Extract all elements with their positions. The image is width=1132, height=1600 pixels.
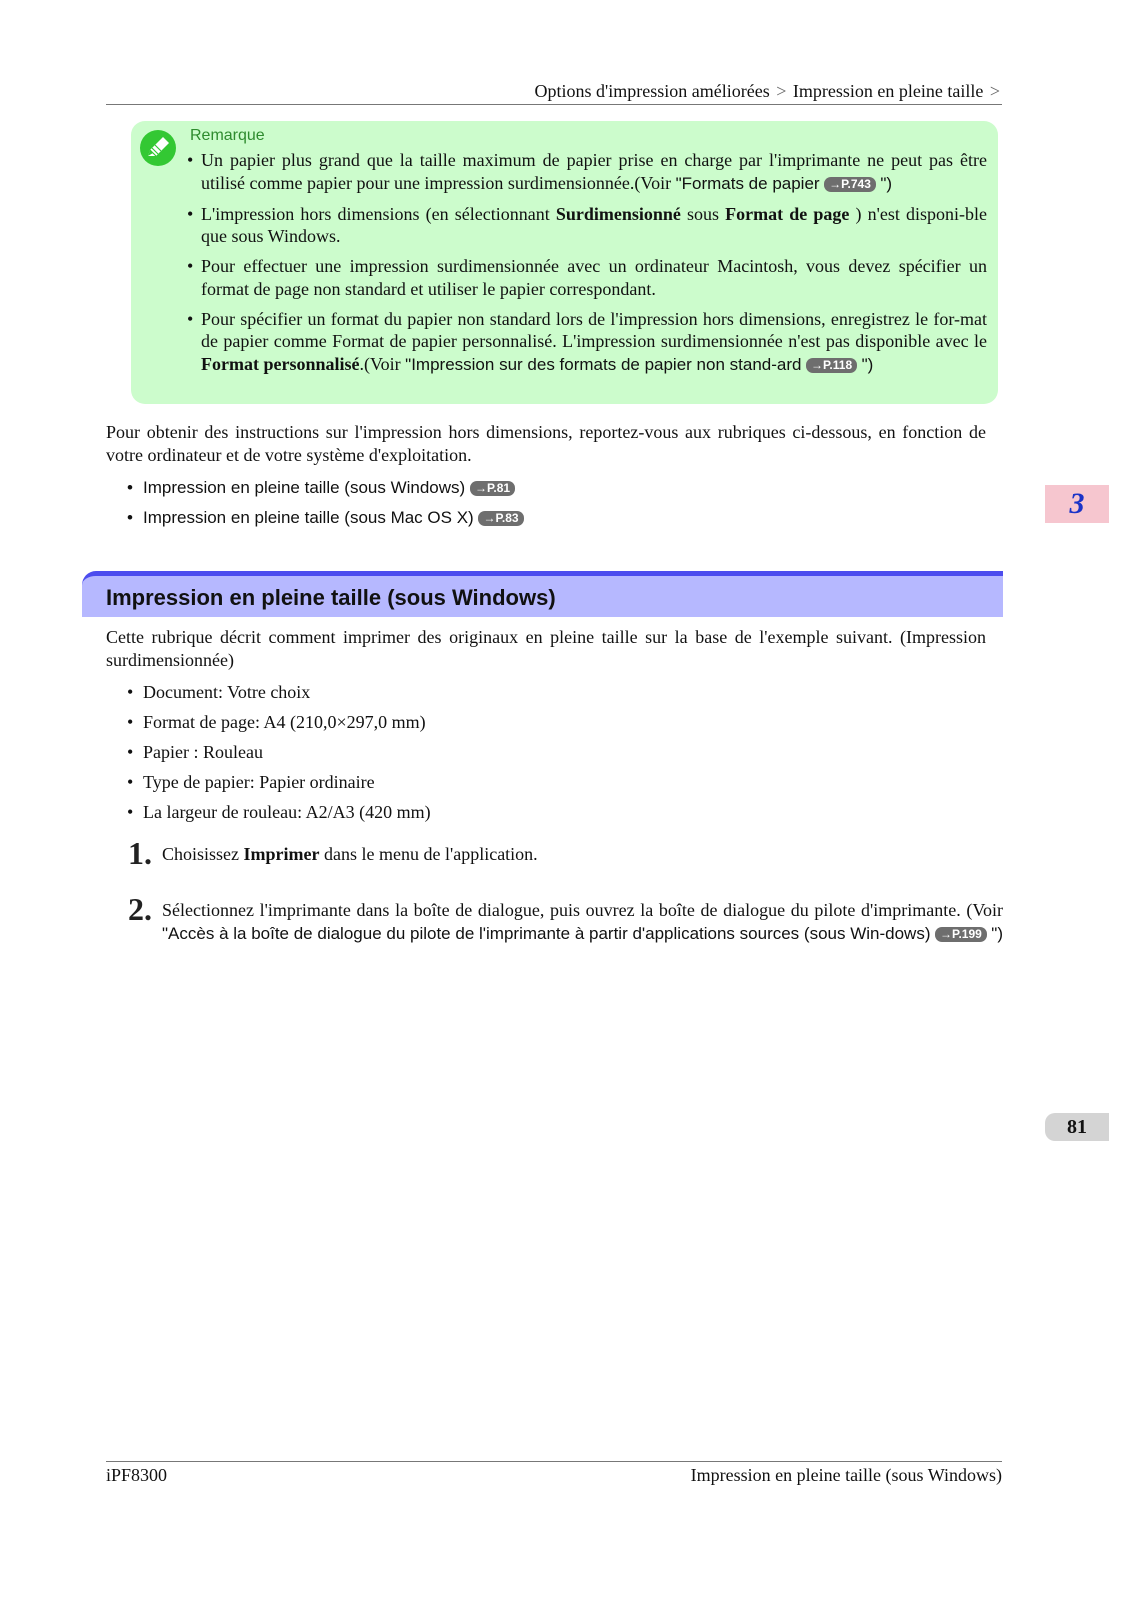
link-item[interactable]: • Impression en pleine taille (sous Windows) →P.81 xyxy=(143,477,524,507)
step-number: 1. xyxy=(128,835,152,871)
list-item: • Pour effectuer une impression surdimensionnée avec un ordinateur Macintosh, vous devez spécifier un format de page non standard et utiliser le papier correspondant. xyxy=(201,255,987,300)
note-box xyxy=(131,121,998,404)
step-text: Choisissez Imprimer dans le menu de l'application. xyxy=(162,844,538,864)
list-item: • Pour spécifier un format du papier non standard lors de l'impression hors dimensions, enregistrez le for-mat de papier comme Format de papier personnalisé. L'impression surdimensionnée n'est pas disponible avec le Format personnalisé.(Voir "Impression sur des formats de papier non stand-ard →P.118 ") xyxy=(201,308,987,377)
example-list xyxy=(143,681,431,831)
list-item: • Format de page: A4 (210,0×297,0 mm) xyxy=(143,711,431,741)
list-item: • La largeur de rouleau: A2/A3 (420 mm) xyxy=(143,801,431,831)
page-header xyxy=(106,80,1002,105)
footer-title: Impression en pleine taille (sous Windows) xyxy=(690,1465,1002,1485)
page-footer xyxy=(106,1461,1002,1485)
section-intro: Cette rubrique décrit comment imprimer des originaux en pleine taille sur la base de l'exemple suivant. (Impression surdimensionnée) xyxy=(106,627,986,670)
page-ref-badge[interactable]: →P.118 xyxy=(806,358,857,373)
list-item: • Un papier plus grand que la taille maximum de papier prise en charge par l'imprimante ne peut pas être utilisé comme papier pour une impression surdimensionnée.(Voir "Formats de papier →P.743 ") xyxy=(201,149,987,195)
topic-links xyxy=(143,477,524,537)
breadcrumb-chapter[interactable]: Options d'impression améliorées xyxy=(534,81,770,101)
page-number-tab: 81 xyxy=(1045,1113,1109,1141)
breadcrumb-separator: > xyxy=(776,81,787,101)
footer-model: iPF8300 xyxy=(106,1465,168,1485)
link-item[interactable]: • Impression en pleine taille (sous Mac OS X) →P.83 xyxy=(143,507,524,537)
list-item: • Document: Votre choix xyxy=(143,681,431,711)
breadcrumb-section[interactable]: Impression en pleine taille xyxy=(792,81,984,101)
link-formats-de-papier[interactable]: Formats de papier xyxy=(681,173,820,193)
list-item: • Type de papier: Papier ordinaire xyxy=(143,771,431,801)
list-item: • L'impression hors dimensions (en sélectionnant Surdimensionné sous Format de page ) n'est disponi-ble que sous Windows. xyxy=(201,203,987,248)
intro-paragraph: Pour obtenir des instructions sur l'impression hors dimensions, reportez-vous aux rubriques ci-dessous, en fonction de votre ordinateur et de votre système d'exploitation. xyxy=(106,422,986,465)
section-heading xyxy=(82,571,1003,617)
step-number: 2. xyxy=(128,891,152,927)
page-ref-badge[interactable]: →P.199 xyxy=(935,927,987,942)
page-ref-badge[interactable]: →P.83 xyxy=(478,511,523,526)
list-item: • Papier : Rouleau xyxy=(143,741,431,771)
section-title: Impression en pleine taille (sous Windows) xyxy=(106,585,556,610)
step-text: Sélectionnez l'imprimante dans la boîte de dialogue, puis ouvrez la boîte de dialogue du pilote d'imprimante. (Voir "Accès à la boîte de dialogue du pilote de l'imprimante à partir d'applications sources (sous Win-dows) →P.199 ") xyxy=(162,900,1003,943)
note-title: Remarque xyxy=(190,127,265,144)
chapter-tab[interactable]: 3 xyxy=(1045,485,1109,523)
pencil-note-icon xyxy=(139,129,177,167)
link-formats-non-standard[interactable]: Impression sur des formats de papier non stand-ard xyxy=(411,354,802,374)
breadcrumb-separator: > xyxy=(989,81,1000,101)
page-ref-badge[interactable]: →P.743 xyxy=(824,177,876,192)
link-driver-dialog[interactable]: Accès à la boîte de dialogue du pilote de l'imprimante à partir d'applications sources (sous Win-dows) xyxy=(168,923,931,943)
page-ref-badge[interactable]: →P.81 xyxy=(470,481,515,496)
note-list xyxy=(201,149,987,384)
